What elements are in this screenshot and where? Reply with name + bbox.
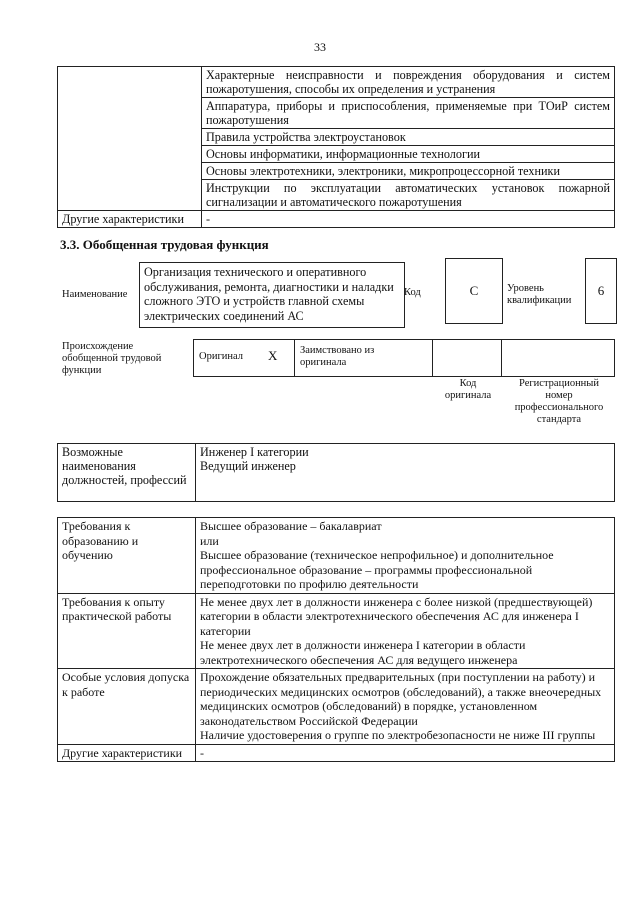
knowledge-item: Правила устройства электроустановок [202,129,615,146]
divider [432,339,433,377]
requirement-label: Особые условия допуска к работе [58,669,196,745]
requirement-line: Высшее образование (техническое непрофильное) и дополнительное профессиональное образование – программы профессиональной переподготовки по профилю деятельности [200,548,554,591]
divider [501,339,502,377]
reg-number-label: Регистрационный номер профессионального стандарта [514,378,604,425]
code-label: Код [404,287,421,298]
position-item: Инженер I категории [200,445,309,459]
page-number: 33 [314,40,326,54]
positions-table [57,443,615,502]
requirement-value [196,593,615,669]
table-row [58,518,615,594]
table-row [58,67,615,98]
origin-label: Происхождение обобщенной трудовой функции [62,341,162,376]
table-row [58,444,615,502]
level-label: Уровень квалификации [507,283,572,306]
requirement-line: Высшее образование – бакалавриат [200,519,382,533]
table-row [58,669,615,745]
table-row [58,211,615,228]
knowledge-item: Основы информатики, информационные технологии [202,146,615,163]
requirement-line: Не менее двух лет в должности инженера с более низкой (предшествующей) категории в области электротехнического обеспечения АС для инженера I категории [200,594,593,638]
positions-label: Возможные наименования должностей, профессий [58,444,196,502]
original-label: Оригинал [199,351,243,362]
table-cell-empty [58,67,202,211]
requirement-line: или [200,533,219,548]
requirement-line: Не менее двух лет в должности инженера I категории в области электротехнического обеспечения АС для ведущего инженера [200,638,526,667]
knowledge-item: Характерные неисправности и повреждения оборудования и систем пожаротушения, способы их определения и устранения [202,67,615,98]
name-label: Наименование [62,289,128,300]
requirement-label: Другие характеристики [58,744,196,762]
other-characteristics-value: - [202,211,615,228]
borrowed-label: Заимствовано из оригинала [300,345,375,368]
requirement-line: Прохождение обязательных предварительных (при поступлении на работу) и периодических медицинских осмотров (обследований), а также внеочередных медицинских осмотров (обследований) в порядке, установленном законодательством Российской Федерации [200,670,602,728]
level-value-box: 6 [585,258,617,324]
code-original-label: Код оригинала [444,378,492,401]
requirements-table [57,517,615,762]
requirement-value [196,744,615,762]
requirement-value [196,518,615,594]
section-title: 3.3. Обобщенная трудовая функция [60,237,269,252]
table-row [58,744,615,762]
requirement-line: - [200,745,204,760]
knowledge-item: Основы электротехники, электроники, микропроцессорной техники [202,163,615,180]
divider [294,339,295,377]
code-value-box: С [445,258,503,324]
position-item: Ведущий инженер [200,459,296,473]
table-row [58,593,615,669]
requirement-value [196,669,615,745]
knowledge-table [57,66,615,228]
requirement-label: Требования к опыту практической работы [58,593,196,669]
original-mark: X [268,348,278,363]
other-characteristics-label: Другие характеристики [58,211,202,228]
requirement-label: Требования к образованию и обучению [58,518,196,594]
positions-values [196,444,615,502]
knowledge-item: Аппаратура, приборы и приспособления, применяемые при ТОиР систем пожаротушения [202,98,615,129]
function-name-box: Организация технического и оперативного обслуживания, ремонта, диагностики и наладки сложного ЭТО и устройств главной схемы электрических соединений АС [139,262,405,328]
requirement-line: Наличие удостоверения о группе по электробезопасности не ниже III группы [200,728,596,742]
knowledge-item: Инструкции по эксплуатации автоматических установок пожарной сигнализации и автоматического пожаротушения [202,180,615,211]
